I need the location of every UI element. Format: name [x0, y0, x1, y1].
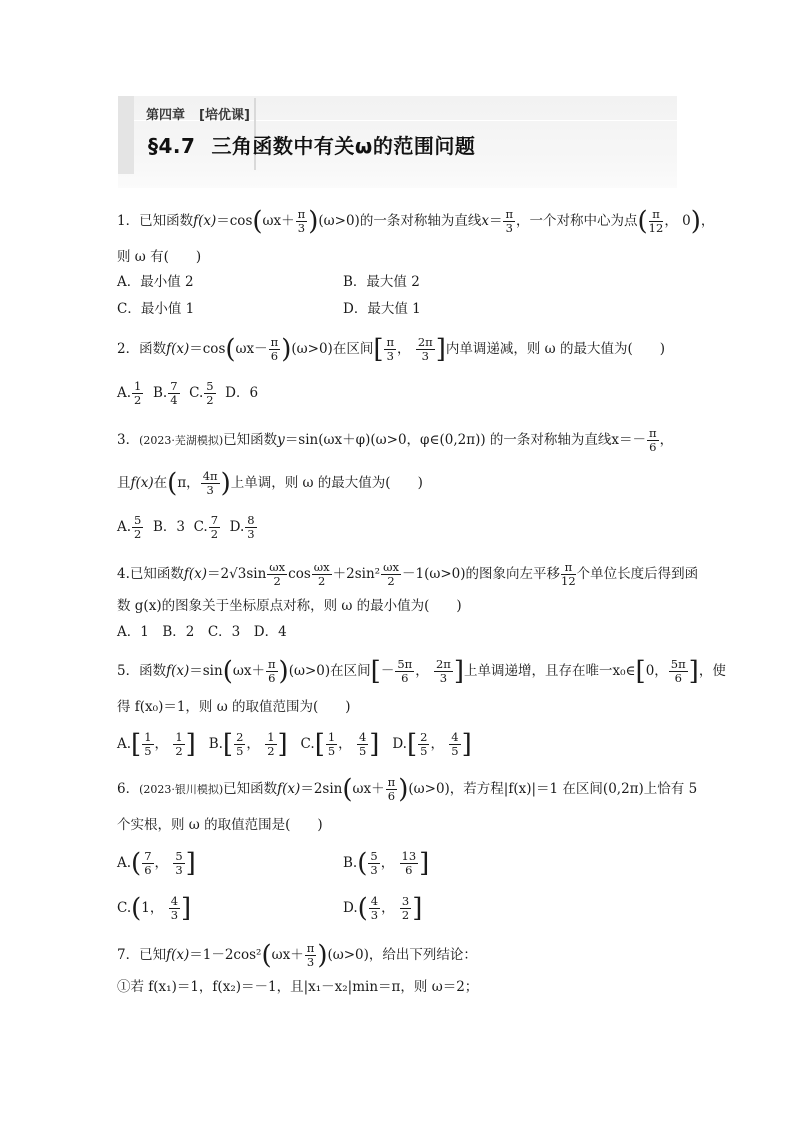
q6-option-d[interactable]: D.( $\frac{4}{3}$ ， $\frac{3}{2}$ ]	[343, 893, 423, 924]
q1-x: x	[481, 213, 489, 229]
q3-option-c[interactable]: C. $\frac{7}{2}$	[193, 513, 219, 541]
q1-fx: f(x)	[193, 213, 217, 229]
q3-text2a: 且	[117, 475, 131, 491]
q5-number: 5．	[117, 663, 140, 679]
section-header	[118, 96, 677, 188]
q6-tail: (ω>0)，若方程|f(x)|＝1 在区间(0,2π)上恰有 5	[408, 781, 698, 797]
q1-option-b[interactable]: B．最大值 2	[343, 274, 420, 290]
section-title: 三角函数中有关ω的范围问题	[211, 134, 476, 158]
q3-fx: f(x)	[130, 475, 154, 491]
q2-inner: ωx－	[235, 341, 268, 357]
q1-pt-num: π	[649, 208, 664, 222]
q5-line1: 5．函数f(x)＝sin(ωx＋ $\frac{\pi}{6}$ )(ω>0)在区间[－ $\frac{5\pi}{6}$ ， $\frac{2\pi}{3}$ ]上单调递增，且存在唯一x₀∈[0， $\frac{5\pi}{6}$ ]，使	[117, 656, 726, 687]
q7-fx: f(x)	[166, 947, 190, 963]
q6-option-a[interactable]: A.( $\frac{7}{6}$ ， $\frac{5}{3}$ ]	[117, 848, 196, 879]
chapter-label	[146, 104, 250, 123]
q1-pt-open: (	[637, 206, 648, 237]
q1-pt-y: 0	[682, 213, 691, 229]
q3-text: 已知函数	[223, 432, 278, 448]
q3-options	[117, 514, 258, 541]
q2-frac-num: π	[270, 335, 279, 349]
q3-int-b	[201, 470, 220, 497]
q2-options	[117, 380, 258, 407]
q5-option-a[interactable]: A.[ $\frac{1}{5}$ ， $\frac{1}{2}$ ]	[117, 729, 196, 760]
q6-text: 已知函数	[223, 781, 278, 797]
section-number: §4.7	[148, 134, 196, 158]
q3-axis-num: π	[649, 426, 657, 440]
q1-line1: 1．已知函数f(x)＝cos(ωx＋ $\frac{\pi}{3}$ )(ω>0)的一条对称轴为直线x＝ $\frac{\pi}{3}$ ，一个对称中心为点( $\frac{\pi}{12}$ ， 0)，	[117, 206, 715, 237]
q3-text2b: 在	[153, 475, 168, 491]
q1-line2: 则 ω 有( )	[117, 249, 202, 265]
q1-axis-frac	[503, 208, 515, 235]
q2-option-b[interactable]: B. $\frac{7}{4}$	[152, 379, 178, 407]
q3-eq: ＝sin(ωx＋φ)(ω>0，φ∈(0,2π)) 的一条对称轴为直线	[284, 432, 612, 448]
q2-int-b-num: 2π	[417, 335, 433, 349]
q5-line2: 得 f(x₀)＝1，则 ω 的取值范围为( )	[117, 699, 351, 715]
q6-eq: ＝2sin	[300, 781, 343, 797]
q4-frac2: $\frac{\omega x}{2}$	[313, 560, 330, 588]
q4-options[interactable]: A．1 B．2 C．3 D．4	[117, 624, 287, 640]
q1-frac-den: 3	[297, 221, 306, 235]
q1-pt-den: 12	[648, 221, 664, 235]
chapter-number: 第四章	[146, 108, 186, 123]
q2-int-b-den: 3	[421, 349, 429, 363]
q2-int-a	[384, 336, 396, 363]
q5-option-c[interactable]: C.[ $\frac{1}{5}$ ， $\frac{4}{5}$ ]	[300, 729, 380, 760]
q4-eq: ＝2√3sin	[207, 566, 267, 582]
q2-int-a-den: 3	[386, 349, 394, 363]
q2-int-b	[416, 336, 435, 363]
q1-paren-open: (	[252, 206, 263, 237]
q4-line1	[117, 561, 698, 588]
q2-paren-open: (	[225, 334, 236, 365]
q1-frac-num: π	[297, 207, 306, 221]
q4-fx: f(x)	[183, 566, 208, 582]
q2-paren-close: )	[281, 334, 292, 365]
q6-option-c[interactable]: C.(1， $\frac{4}{3}$ ]	[117, 893, 192, 924]
q4-text: 已知函数	[129, 566, 184, 582]
q7-tail: (ω>0)，给出下列结论：	[327, 947, 477, 963]
q5-options	[117, 731, 472, 758]
q1-option-a[interactable]: A．最小值 2	[117, 274, 194, 290]
q1-eq: ＝cos	[216, 213, 253, 229]
q3-y: y	[277, 432, 285, 448]
q7-number: 7．	[117, 947, 140, 963]
q5-text: 函数	[139, 663, 167, 679]
q2-option-d[interactable]: D．6	[225, 385, 259, 401]
header-left-bar	[118, 96, 134, 174]
q1-text: 已知函数	[139, 213, 194, 229]
q7-eq: ＝1－2cos²	[189, 947, 262, 963]
q2-bracket-open: [	[373, 334, 384, 365]
q1-axis-num: π	[505, 207, 514, 221]
q2-tail: 内单调递减，则 ω 的最大值为( )	[445, 341, 665, 357]
page-title	[148, 130, 475, 159]
q5-option-b[interactable]: B.[ $\frac{2}{5}$ ， $\frac{1}{2}$ ]	[208, 729, 288, 760]
q3-int-b-num: 4π	[202, 469, 218, 483]
q4-shift-frac: $\frac{\pi}{12}$	[561, 560, 576, 588]
q5-x0: x₀∈	[612, 663, 636, 679]
q3-xeq: x＝－	[611, 432, 647, 448]
q1-pt-close: )	[690, 206, 701, 237]
q2-line1: 2．函数f(x)＝cos(ωx－ $\frac{\pi}{6}$ )(ω>0)在区间[ $\frac{\pi}{3}$ ， $\frac{2\pi}{3}$ ]内单调递减，则 ω 的最大值为( )	[117, 334, 665, 365]
q5-option-d[interactable]: D.[ $\frac{2}{5}$ ， $\frac{4}{5}$ ]	[392, 729, 472, 760]
q6-option-b[interactable]: B.( $\frac{5}{3}$ ， $\frac{13}{6}$ ]	[343, 848, 430, 879]
q1-axis-den: 3	[505, 221, 513, 235]
q2-option-a[interactable]: A. $\frac{1}{2}$	[117, 379, 142, 407]
q3-axis-frac	[647, 427, 659, 454]
q3-line2	[117, 470, 423, 497]
q3-line1: 3．(2023·芜湖模拟)已知函数y＝sin(ωx＋φ)(ω>0，φ∈(0,2π)) 的一条对称轴为直线x＝－ $\frac{\pi}{6}$ ，	[117, 426, 674, 454]
q2-number: 2．	[117, 341, 140, 357]
q1-frac	[296, 208, 308, 235]
q4-tail: －1(ω>0)的图象向左平移	[401, 566, 561, 582]
q1-option-d[interactable]: D．最大值 1	[343, 301, 421, 317]
q2-text: 函数	[139, 341, 167, 357]
q2-option-c[interactable]: C. $\frac{5}{2}$	[189, 379, 214, 407]
q1-paren-close: )	[308, 206, 319, 237]
q2-frac-den: 6	[270, 349, 279, 363]
q3-option-d[interactable]: D. $\frac{8}{3}$	[229, 513, 255, 541]
q1-eq2: ＝	[488, 213, 503, 229]
q3-int-a: π，	[177, 475, 200, 491]
q7-text: 已知	[139, 947, 167, 963]
q5-fx: f(x)	[166, 663, 190, 679]
q1-tail: ，	[700, 213, 715, 229]
q4-line2: 数 g(x)的图象关于坐标原点对称，则 ω 的最小值为( )	[117, 598, 462, 614]
q3-option-b[interactable]: B．3	[152, 519, 185, 535]
q1-number: 1．	[117, 213, 140, 229]
q4-frac1: $\frac{\omega x}{2}$	[269, 560, 286, 588]
q1-option-c[interactable]: C．最小值 1	[117, 301, 195, 317]
q3-option-a[interactable]: A. $\frac{5}{2}$	[117, 513, 142, 541]
q4-tail2: 个单位长度后得到函	[576, 566, 699, 582]
q7-statement-1: ①若 f(x₁)＝1，f(x₂)＝－1，且|x₁－x₂|min＝π，则 ω＝2；	[117, 979, 479, 995]
q2-cond: (ω>0)在区间	[291, 341, 374, 357]
q5-cond: (ω>0)在区间	[288, 663, 371, 679]
q1-pt-frac	[649, 208, 664, 235]
q3-number: 3．	[117, 432, 140, 448]
q6-fx: f(x)	[277, 781, 301, 797]
q6-source: (2023·银川模拟)	[139, 783, 224, 796]
q6-line2: 个实根，则 ω 的取值范围是( )	[117, 817, 323, 833]
q3-int-b-den: 3	[206, 483, 214, 497]
q5-eq: ＝sin	[189, 663, 223, 679]
q7-line1: 7．已知f(x)＝1－2cos²(ωx＋ $\frac{\pi}{3}$ )(ω>0)，给出下列结论：	[117, 940, 477, 971]
q4-frac3: $\frac{\omega x}{2}$	[383, 560, 399, 588]
q6-number: 6．	[117, 781, 140, 797]
q3-paren-open: (	[167, 468, 178, 499]
q4-cos: cos	[288, 566, 311, 582]
q3-paren-close: )	[220, 468, 231, 499]
q2-frac	[269, 336, 281, 363]
q3-source: (2023·芜湖模拟)	[139, 434, 224, 447]
q4-sin2: ＋2sin²	[332, 566, 381, 582]
chapter-tag: [培优课]	[199, 108, 250, 123]
q2-eq: ＝cos	[189, 341, 226, 357]
q4-number: 4.	[117, 566, 130, 582]
q2-int-a-num: π	[386, 335, 395, 349]
q2-fx: f(x)	[166, 341, 190, 357]
q1-cond: (ω>0)的一条对称轴为直线	[318, 213, 482, 229]
q1-inner: ωx＋	[262, 213, 295, 229]
q2-bracket-close: ]	[435, 334, 446, 365]
q5-tail: ，使	[698, 663, 726, 679]
q5-mid: 上单调递增，且存在唯一	[464, 663, 613, 679]
q1-mid: ，一个对称中心为点	[516, 213, 638, 229]
q6-line1: 6．(2023·银川模拟)已知函数f(x)＝2sin(ωx＋ $\frac{\pi}{6}$ )(ω>0)，若方程|f(x)|＝1 在区间(0,2π)上恰有 5	[117, 774, 698, 805]
q3-axis-den: 6	[649, 440, 657, 454]
q3-text2c: 上单调，则 ω 的最大值为( )	[230, 475, 423, 491]
